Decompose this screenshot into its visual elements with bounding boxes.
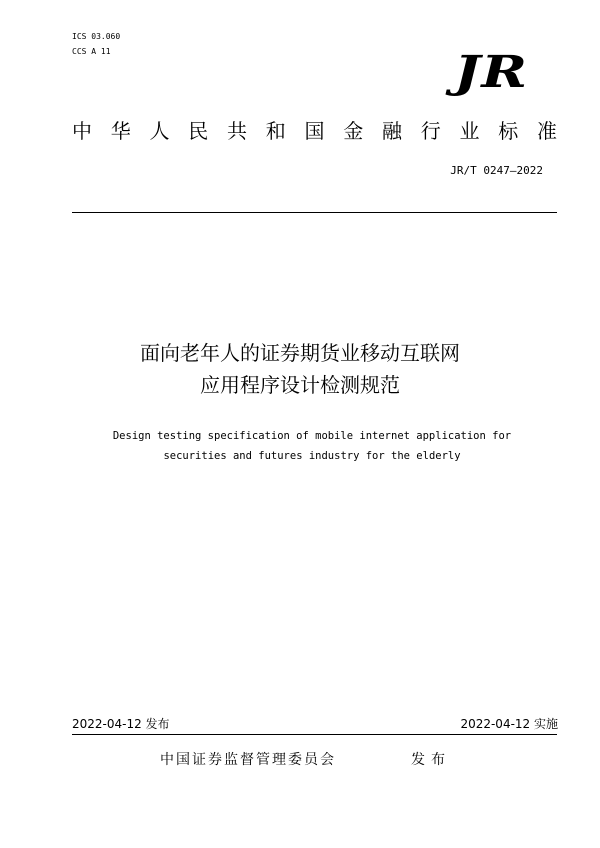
implement-date: 2022-04-12 实施 <box>460 717 558 731</box>
issue-date: 2022-04-12 发布 <box>72 717 170 731</box>
standard-number: JR/T 0247—2022 <box>450 164 543 177</box>
title-cn-line-2: 应用程序设计检测规范 <box>200 373 400 397</box>
standard-category-char: 华 <box>110 119 131 143</box>
standard-category-char: 民 <box>188 119 209 143</box>
standard-category-char: 共 <box>227 119 247 143</box>
title-cn-line-1: 面向老年人的证券期货业移动互联网 <box>140 341 460 365</box>
standard-category-char: 业 <box>459 119 480 143</box>
standard-category-char: 国 <box>304 119 325 143</box>
standard-category-char: 人 <box>149 119 170 143</box>
standard-category-char: 准 <box>537 119 557 143</box>
jr-logo: JR <box>453 47 528 98</box>
title-en-line-1: Design testing specification of mobile internet application for <box>112 430 512 442</box>
standard-category-title <box>72 118 557 144</box>
issuing-authority: 中国证券监督管理委员会 <box>160 752 336 768</box>
publish-label: 发布 <box>411 752 451 768</box>
standard-category-char: 标 <box>498 119 519 143</box>
standard-category-char: 中 <box>72 119 92 143</box>
ics-code: ICS 03.060 <box>72 32 121 41</box>
title-en-line-2: securities and futures industry for the elderly <box>163 450 461 462</box>
footer-divider <box>72 734 557 735</box>
standard-category-char: 金 <box>343 119 364 143</box>
ccs-code: CCS A 11 <box>72 47 111 56</box>
standard-category-char: 和 <box>265 119 286 143</box>
standard-category-char: 融 <box>382 119 402 143</box>
standard-category-char: 行 <box>420 119 441 143</box>
header-divider <box>72 212 557 213</box>
